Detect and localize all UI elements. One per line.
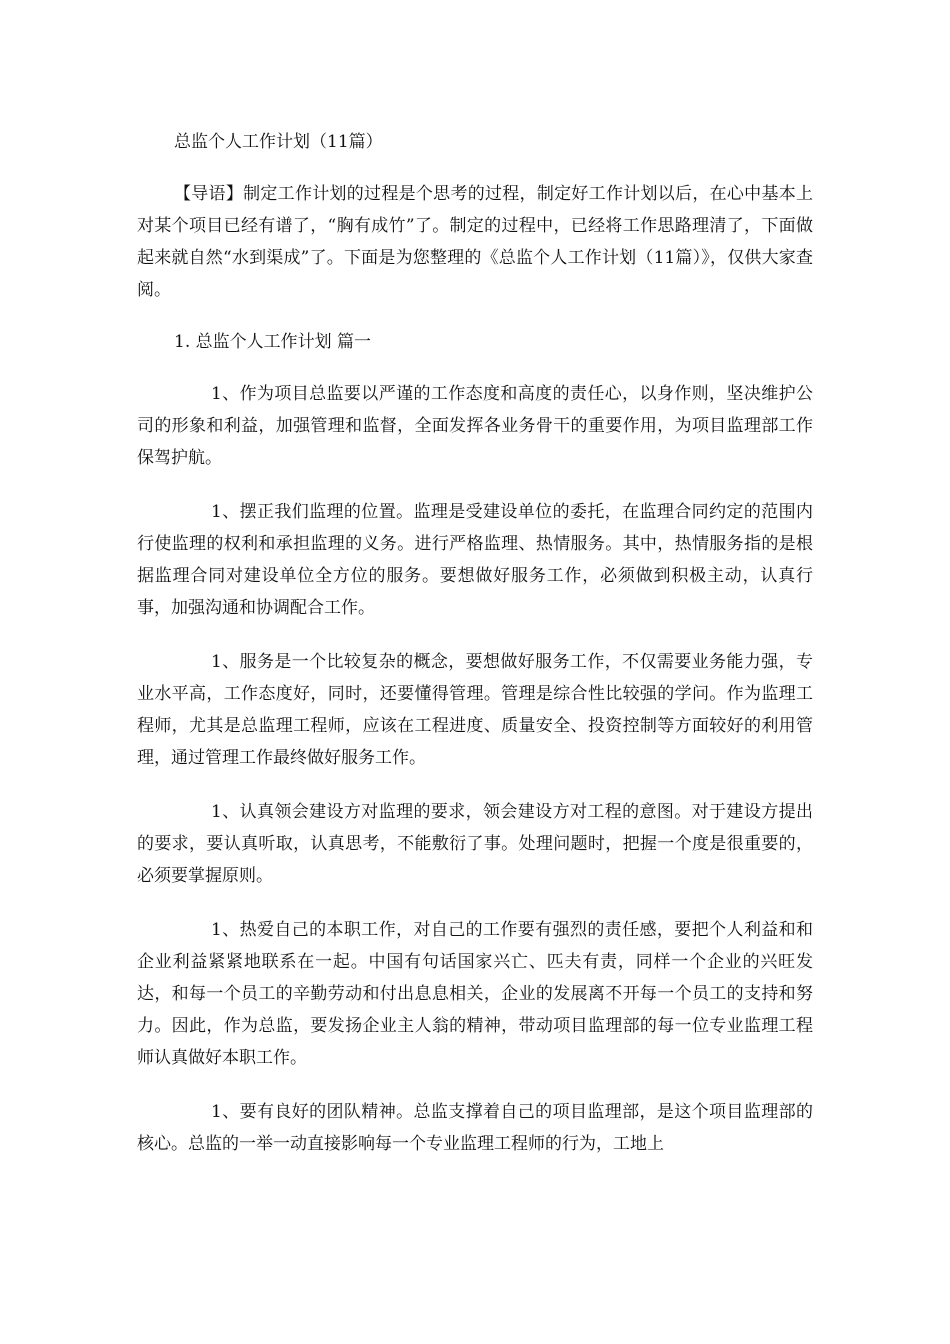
section-heading: 1. 总监个人工作计划 篇一 <box>174 332 372 352</box>
plan-item-paragraph: 1、要有良好的团队精神。总监支撑着自己的项目监理部，是这个项目监理部的核心。总监的一举一动直接影响每一个专业监理工程师的行为，工地上 <box>137 1102 813 1154</box>
plan-item-paragraph: 1、服务是一个比较复杂的概念，要想做好服务工作，不仅需要业务能力强，专业水平高，工作态度好，同时，还要懂得管理。管理是综合性比较强的学问。作为监理工程师，尤其是总监理工程师，应该在工程进度、质量安全、投资控制等方面较好的利用管理，通过管理工作最终做好服务工作。 <box>137 652 813 768</box>
document-title: 总监个人工作计划（11篇） <box>174 132 383 152</box>
plan-item-paragraph: 1、热爱自己的本职工作，对自己的工作要有强烈的责任感，要把个人利益和和企业利益紧紧地联系在一起。中国有句话国家兴亡、匹夫有责，同样一个企业的兴旺发达，和每一个员工的辛勤劳动和付出息息相关，企业的发展离不开每一个员工的支持和努力。因此，作为总监，要发扬企业主人翁的精神，带动项目监理部的每一位专业监理工程师认真做好本职工作。 <box>137 920 813 1068</box>
plan-item-paragraph: 1、认真领会建设方对监理的要求，领会建设方对工程的意图。对于建设方提出的要求，要认真听取，认真思考，不能敷衍了事。处理问题时，把握一个度是很重要的，必须要掌握原则。 <box>137 802 813 886</box>
intro-paragraph: 【导语】制定工作计划的过程是个思考的过程，制定好工作计划以后，在心中基本上对某个项目已经有谱了，“胸有成竹”了。制定的过程中，已经将工作思路理清了，下面做起来就自然“水到渠成”了。下面是为您整理的《总监个人工作计划（11篇）》，仅供大家查阅。 <box>137 184 813 300</box>
document-body <box>137 126 813 1160</box>
plan-item-paragraph: 1、作为项目总监要以严谨的工作态度和高度的责任心，以身作则，坚决维护公司的形象和利益，加强管理和监督，全面发挥各业务骨干的重要作用，为项目监理部工作保驾护航。 <box>137 384 813 468</box>
plan-item-paragraph: 1、摆正我们监理的位置。监理是受建设单位的委托，在监理合同约定的范围内行使监理的权利和承担监理的义务。进行严格监理、热情服务。其中，热情服务指的是根据监理合同对建设单位全方位的服务。要想做好服务工作，必须做到积极主动，认真行事，加强沟通和协调配合工作。 <box>137 502 813 618</box>
